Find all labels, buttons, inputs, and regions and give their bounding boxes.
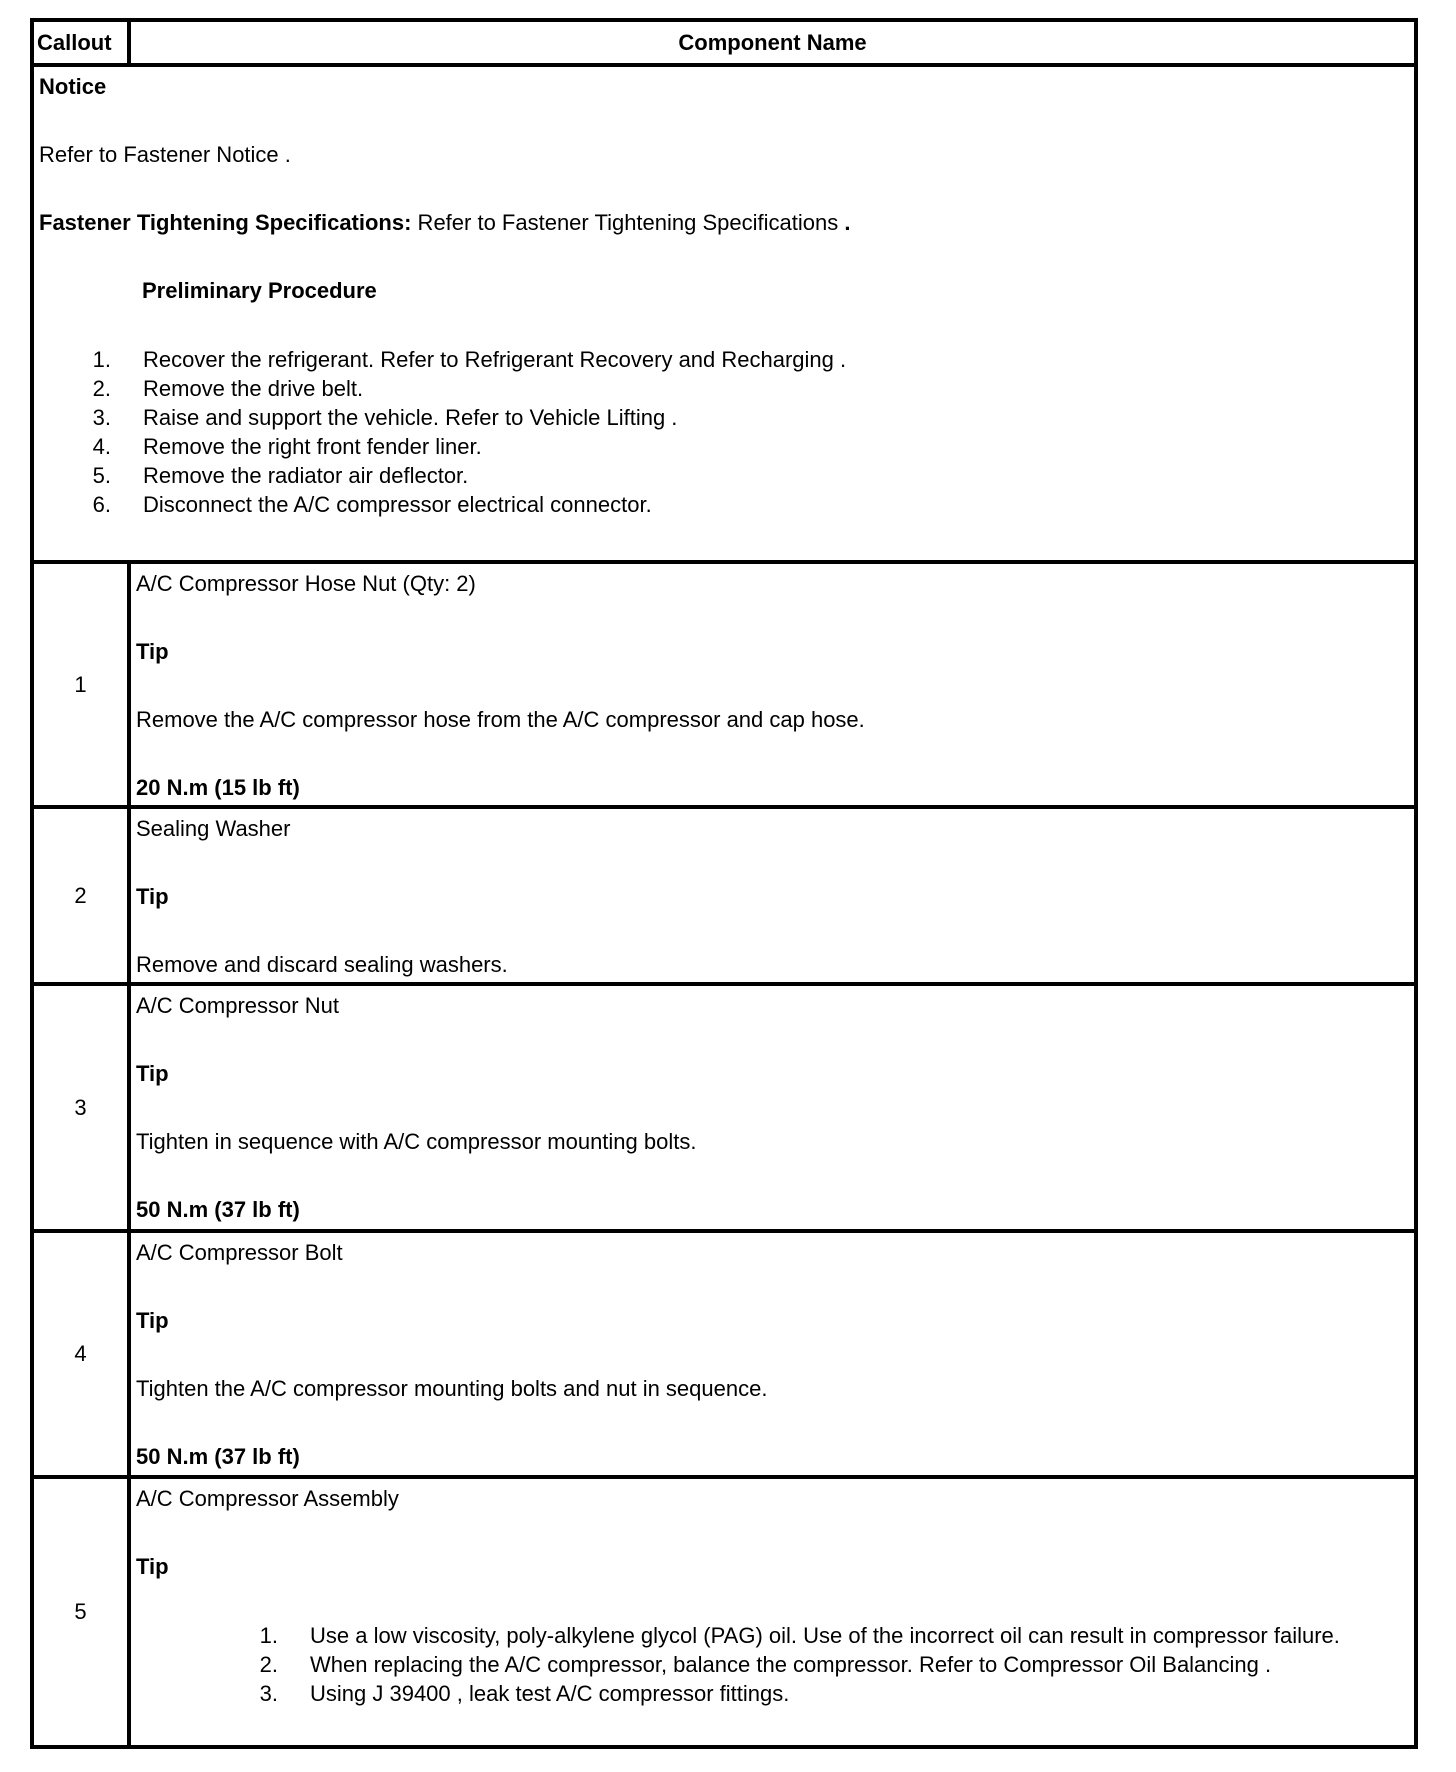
spec-end: . (844, 210, 851, 235)
step-item (39, 345, 1414, 374)
tip-label: Tip (136, 884, 169, 909)
tip-label: Tip (136, 1554, 169, 1579)
fastener-spec (39, 206, 1414, 240)
tip-number: 3. (259, 1681, 278, 1706)
table-row (34, 1475, 1414, 1745)
tip-text: Tighten in sequence with A/C compressor mounting bolts. (136, 1129, 697, 1154)
tip-text: Tighten the A/C compressor mounting bolts and nut in sequence. (136, 1376, 768, 1401)
callout-number: 4 (34, 1233, 131, 1475)
tip-list (136, 1621, 1414, 1708)
header-callout: Callout (34, 22, 131, 63)
table-row (34, 982, 1414, 1229)
table-row (34, 560, 1414, 805)
step-item (39, 432, 1414, 461)
step-number: 6. (92, 492, 111, 517)
component-name: A/C Compressor Bolt (136, 1240, 343, 1265)
step-number: 1. (92, 347, 111, 372)
tip-number: 1. (259, 1623, 278, 1648)
tip-text: Remove and discard sealing washers. (136, 952, 508, 977)
spec-text: Refer to Fastener Tightening Specifications (411, 210, 845, 235)
step-number: 3. (92, 405, 111, 430)
tip-text: Using J 39400 , leak test A/C compressor fittings. (310, 1681, 790, 1706)
component-name: Sealing Washer (136, 816, 291, 841)
component-name: A/C Compressor Hose Nut (Qty: 2) (136, 571, 476, 596)
step-text: Recover the refrigerant. Refer to Refrigerant Recovery and Recharging . (143, 347, 847, 372)
tip-text: Remove the A/C compressor hose from the A/C compressor and cap hose. (136, 707, 865, 732)
tip-label: Tip (136, 1308, 169, 1333)
step-item (39, 403, 1414, 432)
step-item (39, 374, 1414, 403)
tip-item (136, 1621, 1414, 1650)
step-text: Raise and support the vehicle. Refer to Vehicle Lifting . (143, 405, 678, 430)
step-number: 2. (92, 376, 111, 401)
tip-text: When replacing the A/C compressor, balance the compressor. Refer to Compressor Oil Balancing . (310, 1652, 1272, 1677)
step-text: Disconnect the A/C compressor electrical connector. (143, 492, 652, 517)
notice-title: Notice (39, 74, 107, 99)
callout-number: 2 (34, 809, 131, 982)
tip-text: Use a low viscosity, poly-alkylene glycol (PAG) oil. Use of the incorrect oil can result in compressor failure. (310, 1623, 1340, 1648)
table-row (34, 1229, 1414, 1475)
preliminary-steps (39, 345, 1414, 519)
torque-spec: 50 N.m (37 lb ft) (136, 1197, 300, 1222)
step-number: 5. (92, 463, 111, 488)
step-number: 4. (92, 434, 111, 459)
tip-item (136, 1679, 1414, 1708)
torque-spec: 50 N.m (37 lb ft) (136, 1444, 300, 1469)
tip-number: 2. (259, 1652, 278, 1677)
step-text: Remove the radiator air deflector. (143, 463, 469, 488)
tip-label: Tip (136, 1061, 169, 1086)
spec-label: Fastener Tightening Specifications: (39, 210, 412, 235)
preliminary-title: Preliminary Procedure (142, 278, 377, 303)
table-row (34, 805, 1414, 982)
component-name: A/C Compressor Assembly (136, 1486, 399, 1511)
step-item (39, 461, 1414, 490)
torque-spec: 20 N.m (15 lb ft) (136, 775, 300, 800)
step-text: Remove the right front fender liner. (143, 434, 482, 459)
callout-number: 1 (34, 564, 131, 805)
notice-row (34, 63, 1414, 560)
step-item (39, 490, 1414, 519)
step-text: Remove the drive belt. (143, 376, 364, 401)
component-table (30, 18, 1418, 1749)
header-component-name: Component Name (678, 29, 867, 55)
tip-item (136, 1650, 1414, 1679)
callout-number: 3 (34, 986, 131, 1229)
component-name: A/C Compressor Nut (136, 993, 339, 1018)
notice-text: Refer to Fastener Notice . (39, 142, 291, 167)
table-header (34, 22, 1414, 63)
tip-label: Tip (136, 639, 169, 664)
callout-number: 5 (34, 1479, 131, 1745)
